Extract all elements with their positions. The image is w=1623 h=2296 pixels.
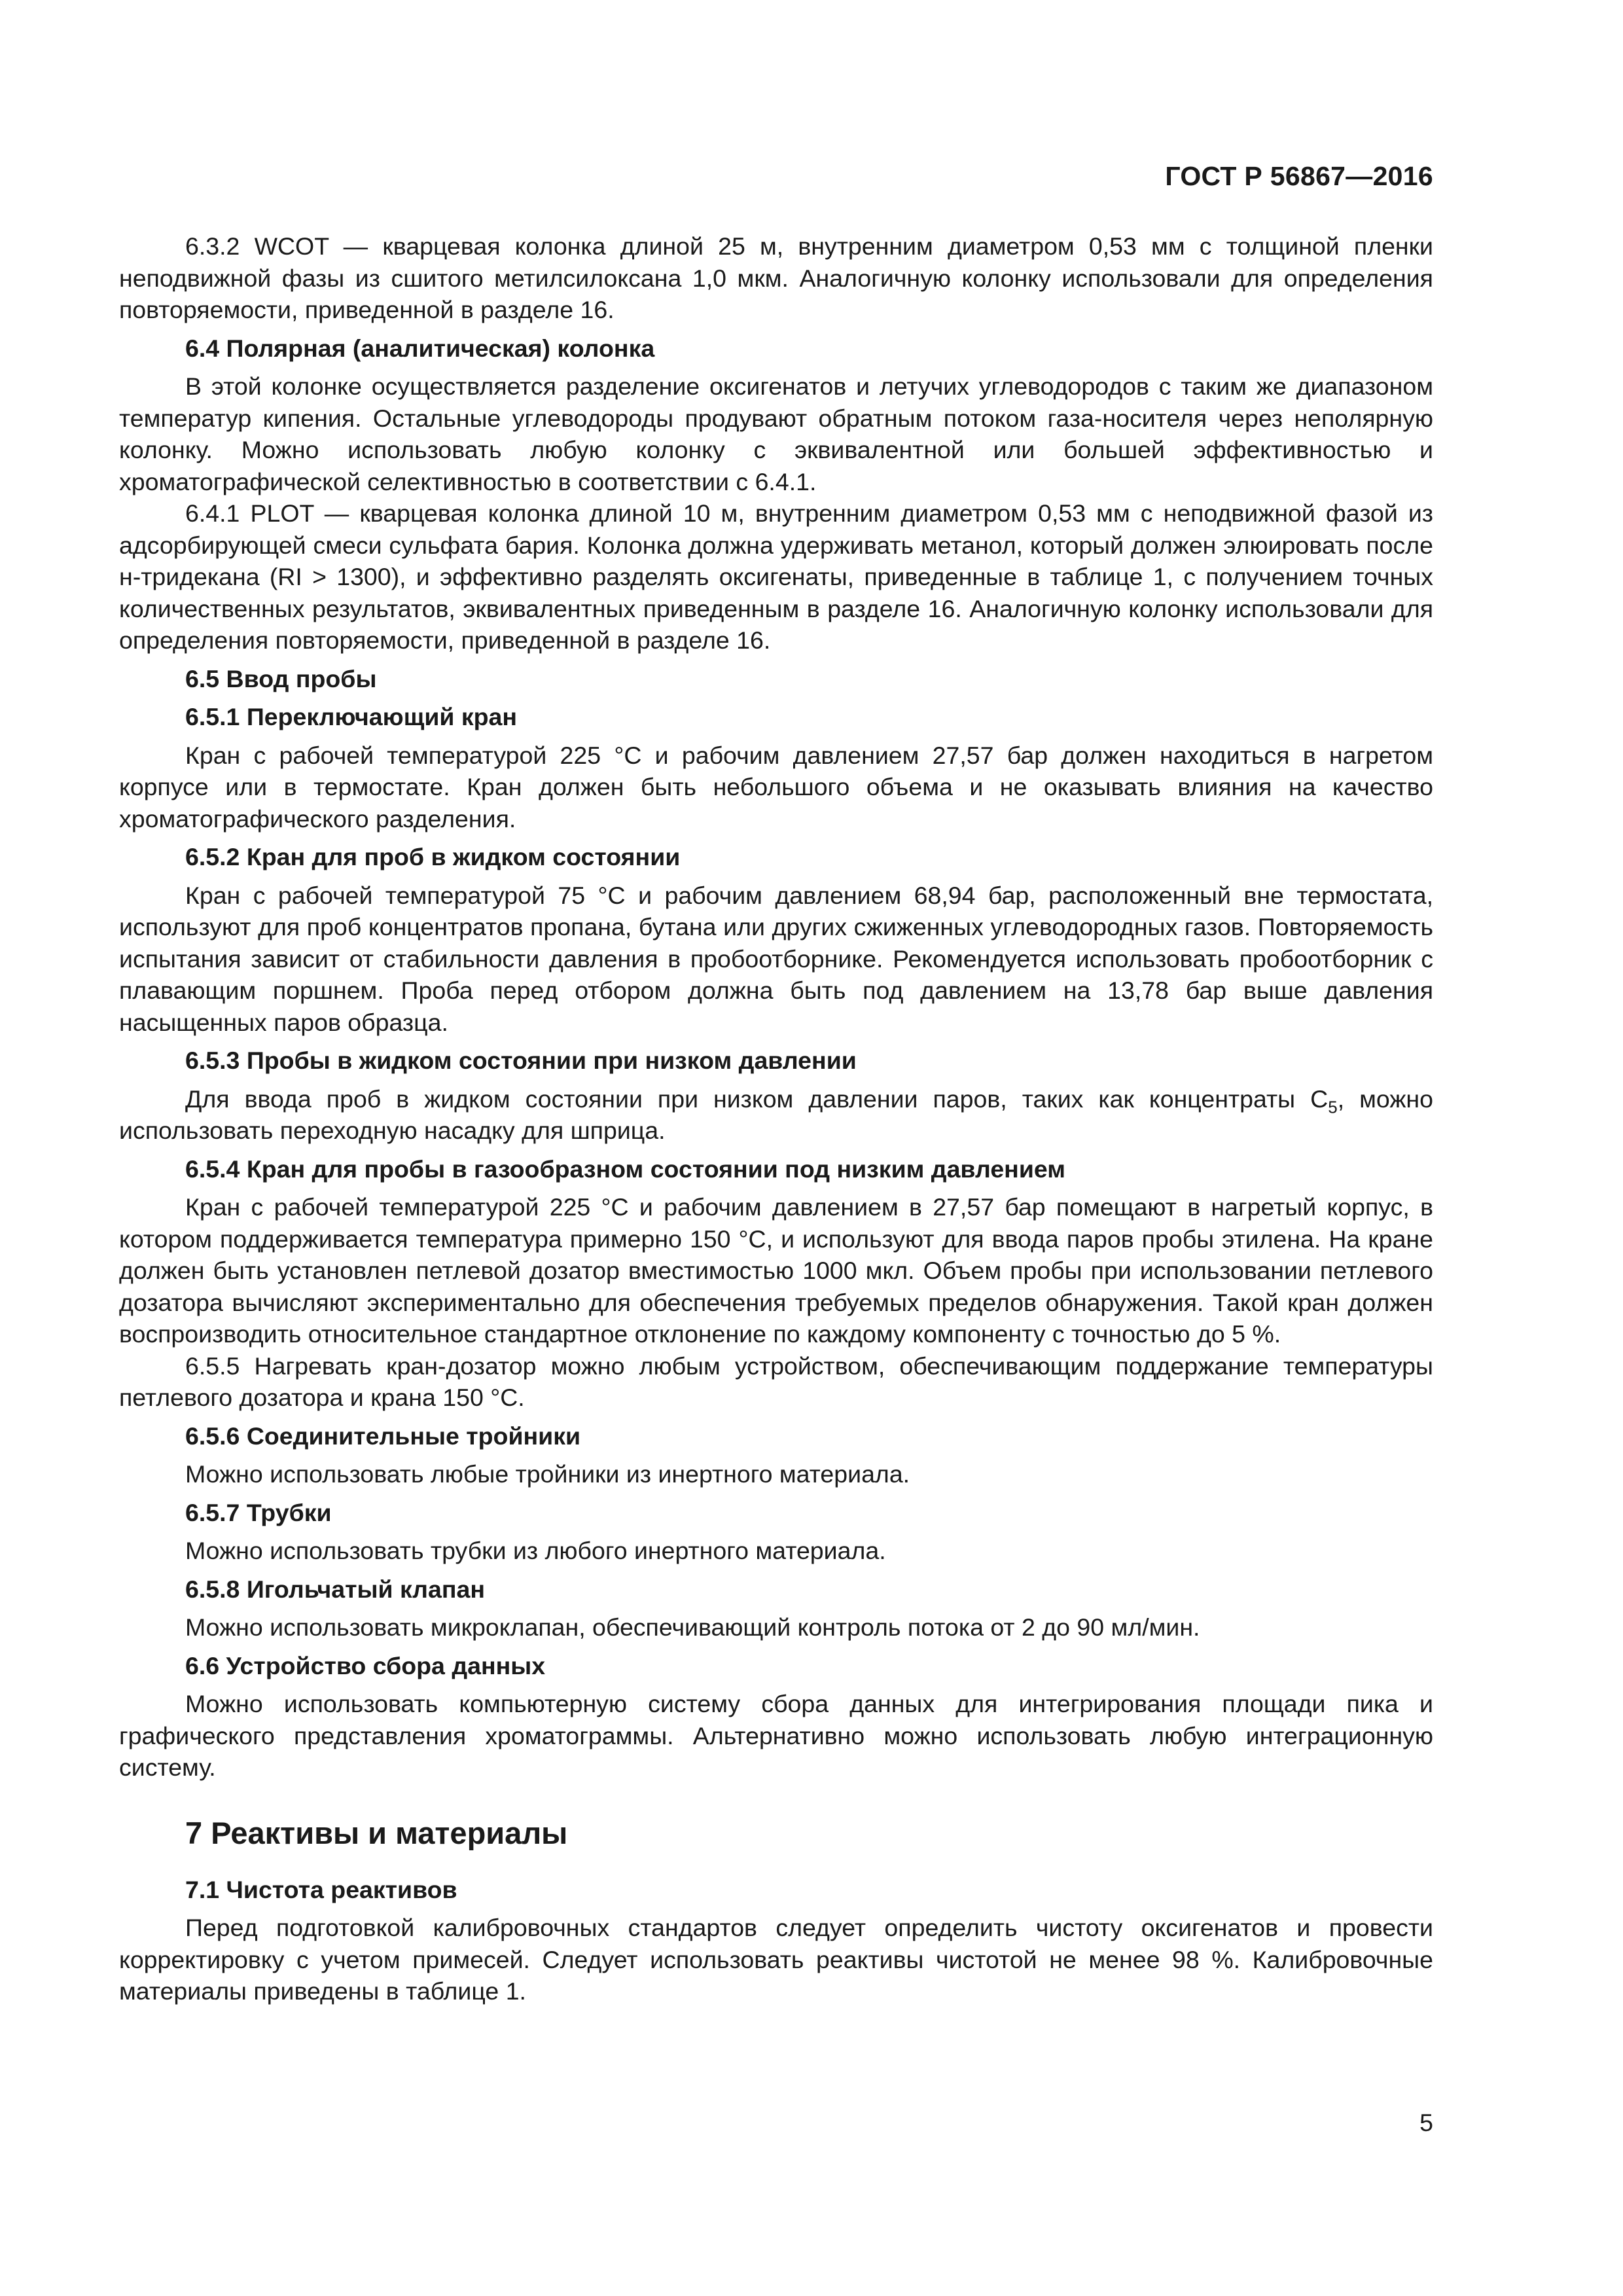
heading-6-4: 6.4 Полярная (аналитическая) колонка [185,334,655,362]
paragraph-6-3-2: 6.3.2 WCOT — кварцевая колонка длиной 25 м, внутренним диаметром 0,53 мм с толщиной пленки неподвижной фазы из сшитого метилсилоксана 1,0 мкм. Аналогичную колонку использовали для определения повторяемости, приведенной в разделе 16. [119,232,1433,323]
paragraph: Кран с рабочей температурой 75 °С и рабочим давлением 68,94 бар, расположенный вне термостата, используют для проб концентратов пропана, бутана или других сжиженных углеводородных газов. Повторяемость испытания зависит от стабильности давления в пробоотборнике. Рекомендуется использовать пробоотборник с плавающим поршнем. Проба перед отбором должна быть под давлением на 13,78 бар выше давления насыщенных паров образца. [119,881,1433,1036]
paragraph: Можно использовать компьютерную систему сбора данных для интегрирования площади пика и графического представления хроматограммы. Альтернативно можно использовать любую интеграционную систему. [119,1690,1433,1781]
paragraph: Кран с рабочей температурой 225 °С и рабочим давлением в 27,57 бар помещают в нагретый корпус, в котором поддерживается температура примерно 150 °С, и используют для ввода паров пробы этилена. На кране должен быть установлен петлевой дозатор вместимостью 1000 мкл. Объем пробы при использовании петлевого дозатора вычисляют экспериментально для обеспечения требуемых пределов обнаружения. Такой кран должен воспроизводить относительное стандартное отклонение по каждому компоненту с точностью до 5 %. [119,1193,1433,1348]
paragraph: В этой колонке осуществляется разделение оксигенатов и летучих углеводородов с таким же диапазоном температур кипения. Остальные углеводороды продувают обратным потоком газа-носителя через неполярную колонку. Можно использовать любую колонку с эквивалентной или большей эффективностью и хроматографической селективностью в соответствии с 6.4.1. [119,372,1433,495]
paragraph-6-5-5: 6.5.5 Нагревать кран-дозатор можно любым устройством, обеспечивающим поддержание температуры петлевого дозатора и крана 150 °С. [119,1352,1433,1411]
heading-6-5: 6.5 Ввод пробы [185,664,377,692]
paragraph: Перед подготовкой калибровочных стандартов следует определить чистоту оксигенатов и провести корректировку с учетом примесей. Следует использовать реактивы чистотой не менее 98 %. Калибровочные материалы приведены в таблице 1. [119,1914,1433,2005]
heading-6-5-4: 6.5.4 Кран для пробы в газообразном состоянии под низким давлением [185,1155,1065,1183]
paragraph: Кран с рабочей температурой 225 °С и рабочим давлением 27,57 бар должен находиться в нагретом корпусе или в термостате. Кран должен быть небольшого объема и не оказывать влияния на качество хроматографического разделения. [119,741,1433,833]
heading-7-1: 7.1 Чистота реактивов [185,1875,457,1903]
heading-6-5-3: 6.5.3 Пробы в жидком состоянии при низком давлении [185,1047,857,1074]
heading-6-5-1: 6.5.1 Переключающий кран [185,703,518,730]
page-number: 5 [1419,2109,1433,2136]
heading-6-5-7: 6.5.7 Трубки [185,1498,332,1526]
heading-6-6: 6.6 Устройство сбора данных [185,1651,546,1679]
paragraph-6-4-1: 6.4.1 PLOT — кварцевая колонка длиной 10 м, внутренним диаметром 0,53 мм с неподвижной фазой из адсорбирующей смеси сульфата бария. Колонка должна удерживать метанол, который должен элюировать после н-тридекана (RI > 1300), и эффективно разделять оксигенаты, приведенные в таблице 1, с получением точных количественных результатов, эквивалентных приведенным в разделе 16. Аналогичную колонку использовали для определения повторяемости, приведенной в разделе 16. [119,499,1433,654]
text-fragment: Для ввода проб в жидком состоянии при низком давлении паров, таких как концентраты С [185,1085,1329,1113]
paragraph: Можно использовать любые тройники из инертного материала. [185,1460,910,1488]
standard-header: ГОСТ Р 56867—2016 [1165,161,1433,191]
paragraph: Можно использовать трубки из любого инертного материала. [185,1537,886,1564]
section-heading-7: 7 Реактивы и материалы [185,1815,568,1850]
document-body [119,230,1433,2007]
paragraph: Можно использовать микроклапан, обеспечивающий контроль потока от 2 до 90 мл/мин. [185,1613,1200,1641]
text-fragment: , можно использовать переходную насадку для шприца. [119,1085,1433,1144]
heading-6-5-8: 6.5.8 Игольчатый клапан [185,1575,486,1603]
heading-6-5-2: 6.5.2 Кран для проб в жидком состоянии [185,843,681,870]
subscript: 5 [1328,1097,1338,1117]
heading-6-5-6: 6.5.6 Соединительные тройники [185,1422,581,1450]
paragraph-with-subscript [119,1083,1433,1147]
